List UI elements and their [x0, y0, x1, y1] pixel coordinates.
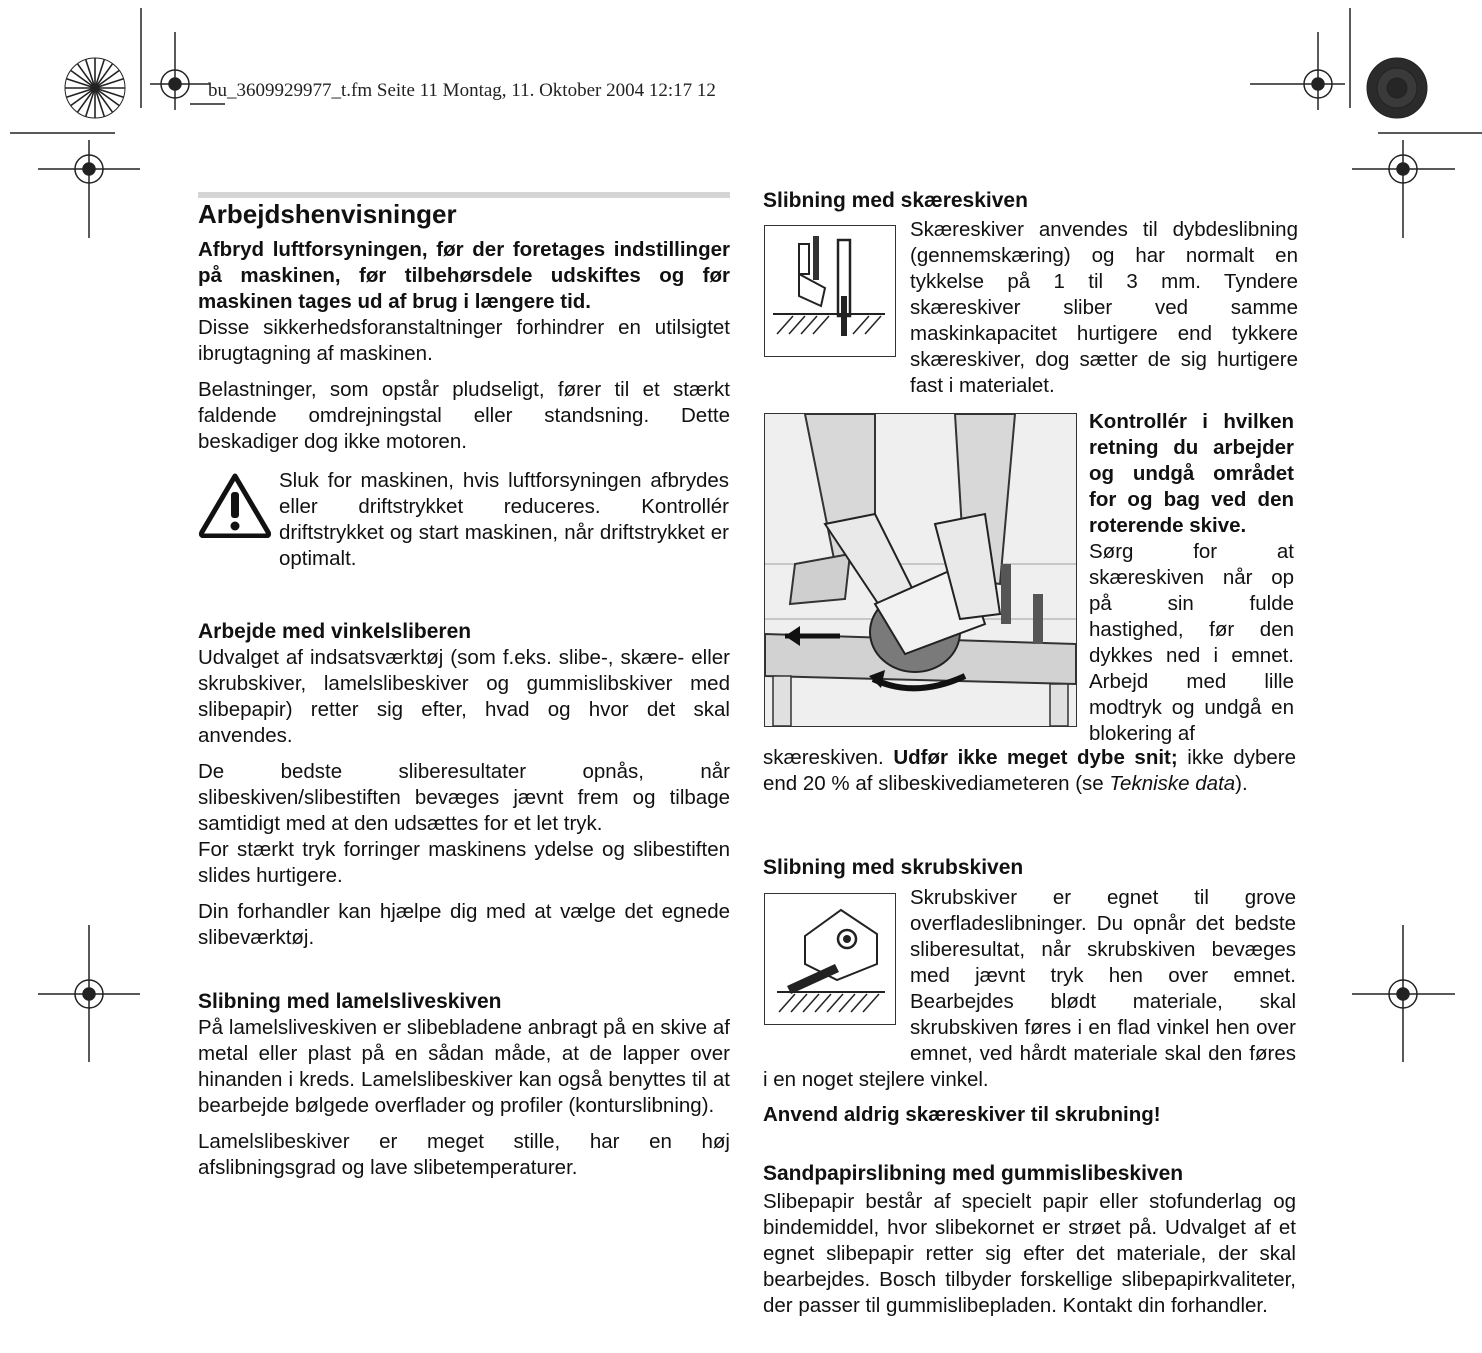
starburst-icon-left — [65, 58, 125, 118]
cutting-depth-end: ). — [1235, 772, 1248, 795]
page-title: Arbejdshenvisninger — [198, 199, 457, 229]
technical-data-ref: Tekniske data — [1109, 772, 1236, 795]
crosshair-icon-right-middle — [1352, 925, 1455, 1062]
density-patch-icon-right — [1367, 58, 1427, 118]
cutting-disc-p1: Skæreskiver anvendes til dybdeslibning (gennemskæring) og har normalt en tykkelse på 1 til 3 mm. Tyndere skæreskiver sliber ved samme maskinkapacitet hurtigere end tykkere skæreskiver, dog sætter de sig hurtigere fast i materialet. — [910, 218, 1298, 397]
caution-text: Sluk for maskinen, hvis luftforsyningen afbrydes eller driftstrykket reduceres. Kontrollér driftstrykket og start maskinen, når driftstrykket er optimalt. — [279, 469, 729, 570]
load-text: Belastninger, som opstår pludseligt, fører til et stærkt faldende omdrejningstal eller standsning. Dette beskadiger dog ikke motoren. — [198, 378, 730, 453]
check-direction-bold: Kontrollér i hvilken retning du arbejder og undgå området for og bag ved den roterende skive. — [1089, 410, 1294, 537]
roughing-warning: Anvend aldrig skæreskiver til skrubning! — [763, 1103, 1161, 1126]
check-direction-block — [1089, 409, 1294, 747]
heading-flap-disc: Slibning med lamelsliveskiven — [198, 990, 502, 1013]
angle-grinder-p4: Din forhandler kan hjælpe dig med at vælge det egnede slibeværktøj. — [198, 900, 730, 949]
file-info-line: bu_3609929977_t.fm Seite 11 Montag, 11. Oktober 2004 12:17 12 — [208, 80, 716, 101]
crosshair-icon-left-middle — [38, 925, 140, 1062]
heading-angle-grinder: Arbejde med vinkelsliberen — [198, 620, 472, 643]
heading-sanding: Sandpapirslibning med gummislibeskiven — [763, 1162, 1184, 1185]
cutting-work-figure — [764, 413, 1077, 727]
crosshair-icon-top — [150, 32, 210, 110]
heading-cutting-disc: Slibning med skæreskiven — [763, 189, 1028, 212]
cutting-depth-paragraph — [763, 745, 1296, 797]
cutting-depth-text-a: skæreskiven. — [763, 746, 884, 769]
roughing-disc-text: Skrubskiver er egnet til grove overfladeslibninger. Du opnår det bedste sliberesultat, når skrubskiven bevæges med jævnt tryk hen over emnet. Bearbejdes blødt materiale, skal skrubskiven føres i en flad vinkel hen over emnet, ved hårdt materiale skal den føres i en noget stejlere vinkel. — [763, 886, 1296, 1091]
angle-grinder-p3: For stærkt tryk forringer maskinens ydelse og slibestiften slides hurtigere. — [198, 838, 730, 887]
heading-roughing-disc: Slibning med skrubskiven — [763, 856, 1024, 879]
angle-grinder-p2: De bedste sliberesultater opnås, når slibeskiven/slibestiften bevæges jævnt frem og tilbage samtidigt med at den udsættes for et let tryk. — [198, 760, 730, 835]
roughing-disc-p1 — [763, 885, 1296, 1093]
left-column — [198, 199, 730, 1191]
warning-text: Disse sikkerhedsforanstaltninger forhindrer en utilsigtet ibrugtagning af maskinen. — [198, 316, 730, 365]
crosshair-icon-top-right — [1250, 32, 1345, 110]
title-rule — [198, 192, 730, 198]
flap-disc-p1: På lamelsliveskiven er slibebladene anbragt på en skive af metal eller plast på en sådan måde, at de lapper over hinanden i kreds. Lamelslibeskiver kan også benyttes til at bearbejde bølgede overflader og profiler (konturslibning). — [198, 1016, 730, 1117]
cutting-disc-illustration — [765, 226, 895, 356]
warning-triangle-icon — [198, 472, 272, 538]
sanding-p1: Slibepapir består af specielt papir eller stofunderlag og bindemiddel, hvor slibekornet er strøet på. Udvalget af et egnet slibepapir retter sig efter det materiale, der skal bearbejdes. Bosch tilbyder forskellige slibepapirkvaliteter, der passer til gummislibepladen. Kontakt din forhandler. — [763, 1190, 1296, 1317]
cutting-depth-bold: Udfør ikke meget dybe snit; — [893, 746, 1178, 769]
crosshair-icon-left-upper — [38, 140, 140, 238]
cutting-depth-text-b: ikke dybere end 20 % af slibeskivediameteren (se — [763, 746, 1296, 795]
cutting-disc-figure — [764, 225, 896, 357]
cutting-work-illustration — [765, 414, 1076, 726]
crosshair-icon-right-upper — [1352, 140, 1455, 238]
check-direction-text: Sørg for at skæreskiven når op på sin fulde hastighed, før den dykkes ned i emnet. Arbejd med lille modtryk og undgå en blokering af — [1089, 540, 1294, 745]
warning-bold: Afbryd luftforsyningen, før der foretages indstillinger på maskinen, før tilbehørsdele udskiftes og før maskinen tages ud af brug i længere tid. — [198, 238, 730, 313]
flap-disc-p2: Lamelslibeskiver er meget stille, har en høj afslibningsgrad og lave slibetemperaturer. — [198, 1130, 730, 1179]
angle-grinder-p1: Udvalget af indsatsværktøj (som f.eks. slibe-, skære- eller skrubskiver, lamelslibeskiver og gummislibskiver med slibepapir) retter sig efter, hvad og hvor det skal anvendes. — [198, 646, 730, 747]
